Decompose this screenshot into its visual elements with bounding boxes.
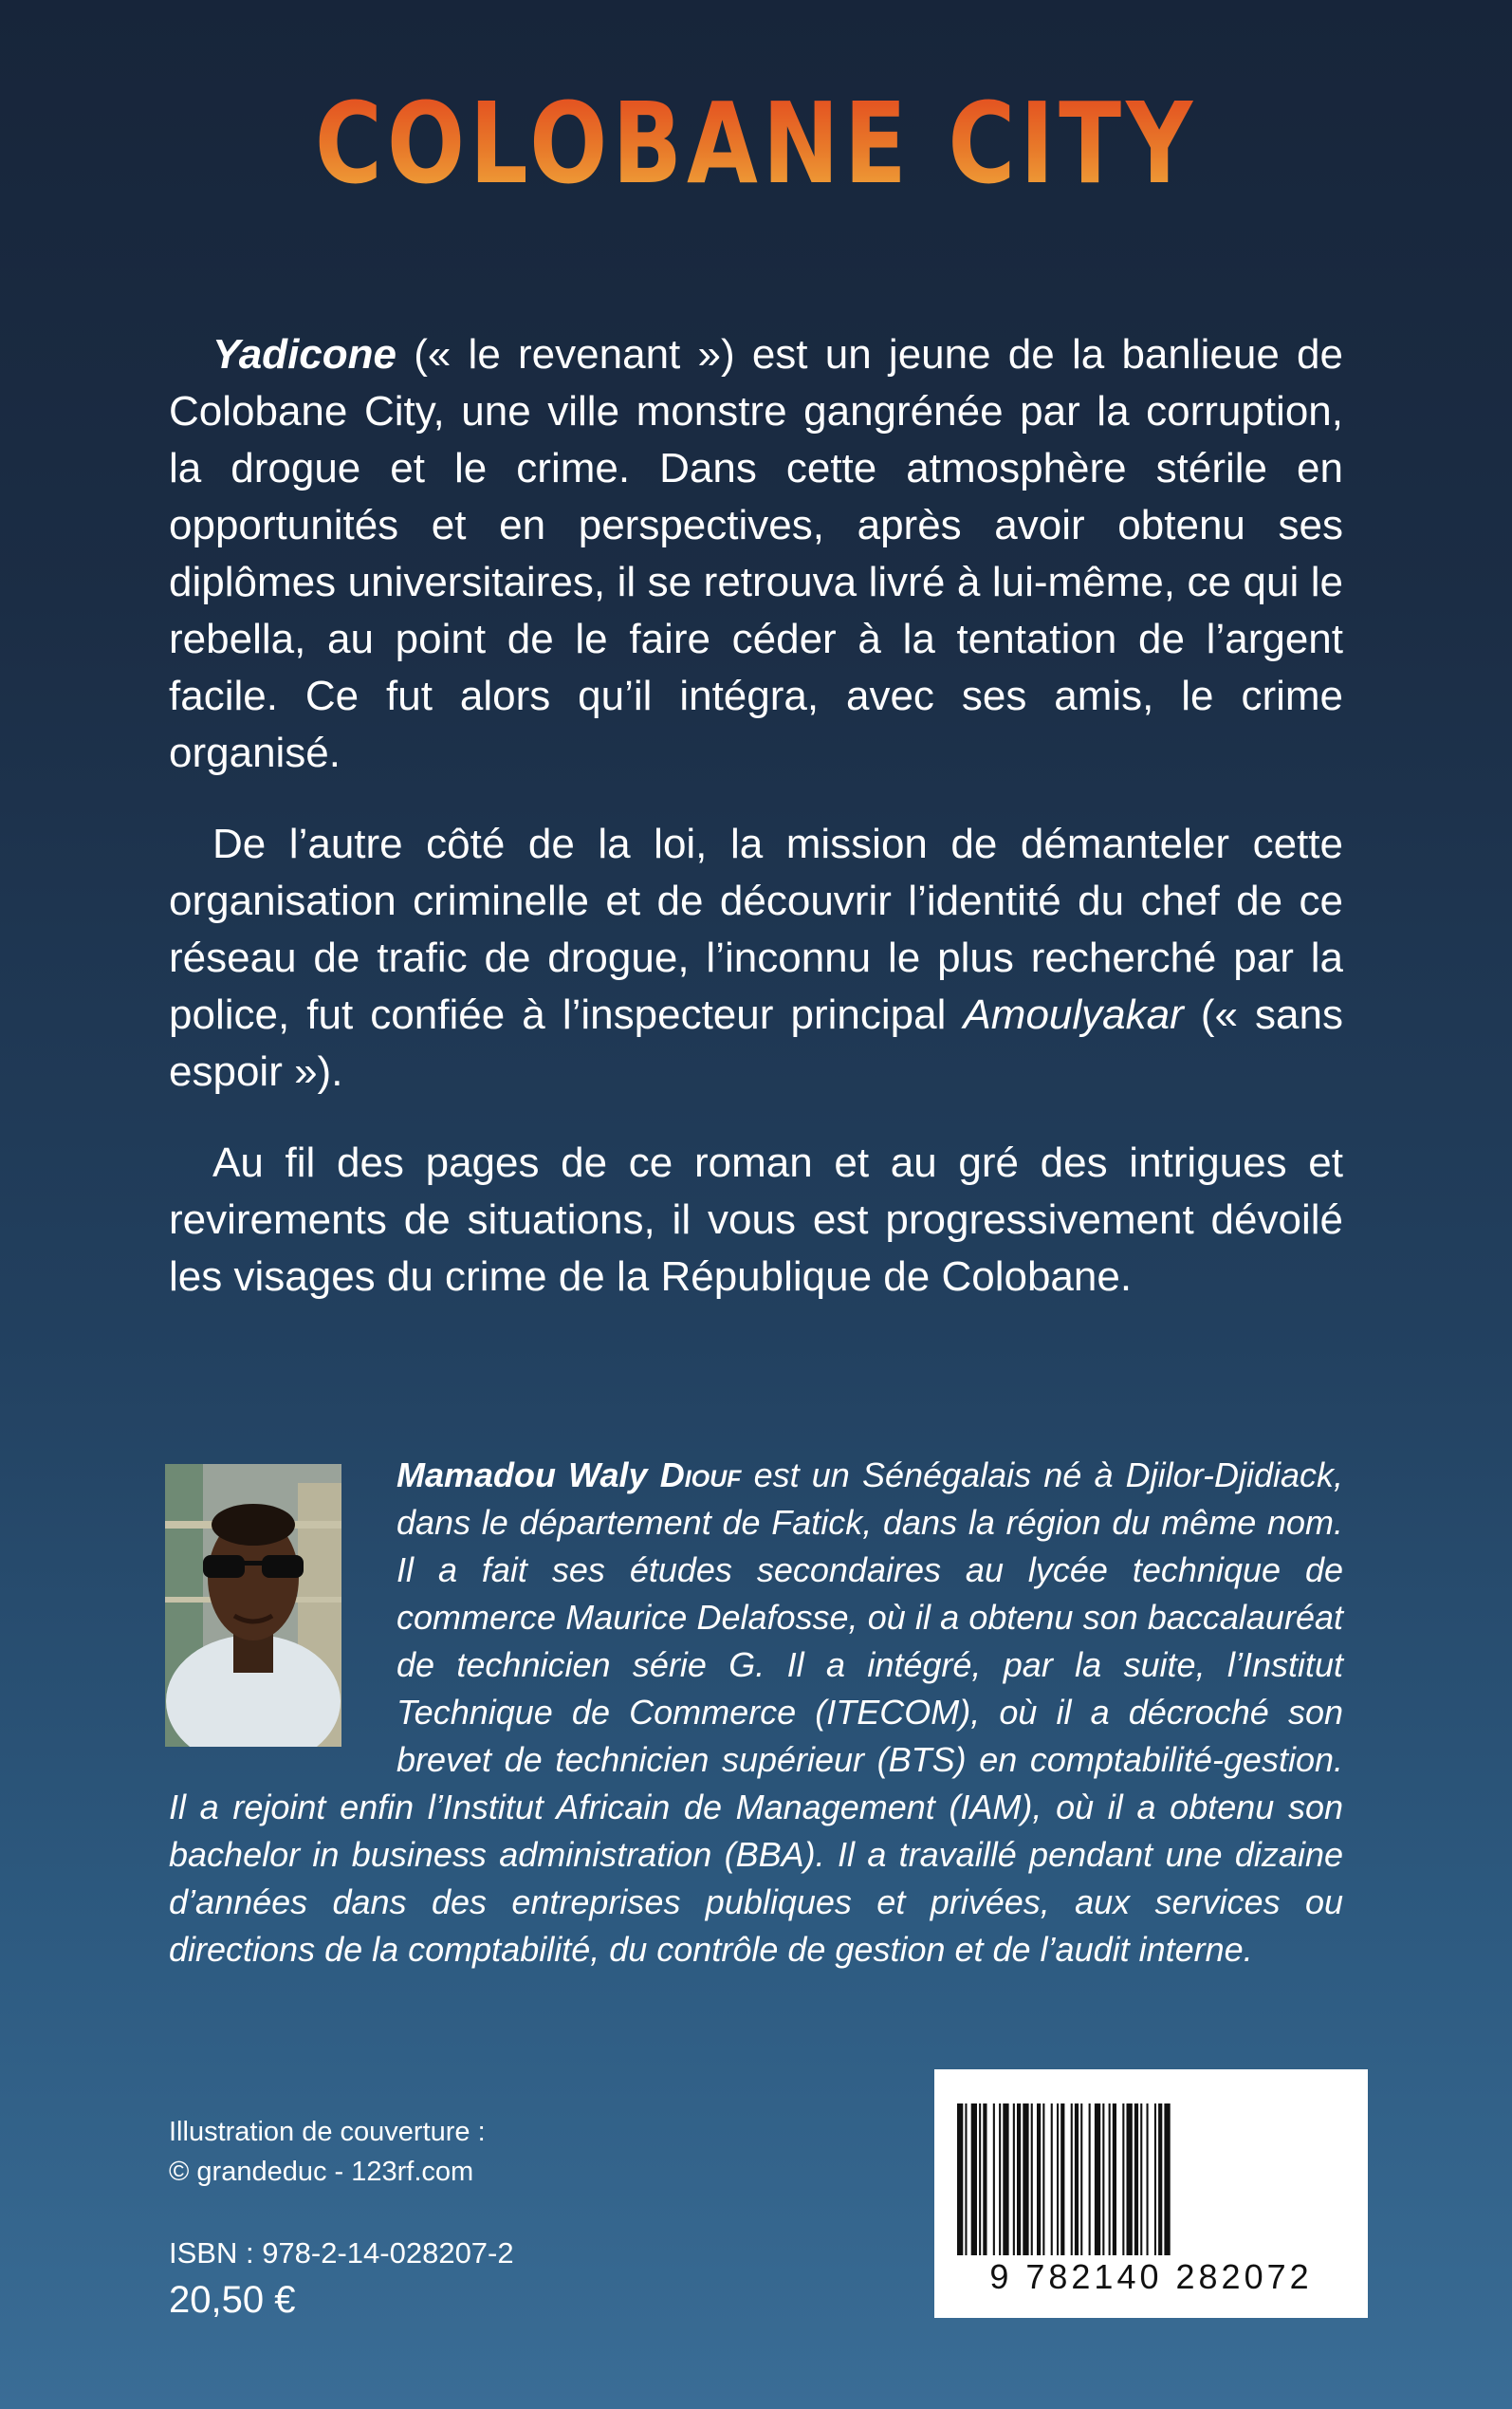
synopsis-paragraph-3: Au fil des pages de ce roman et au gré des intrigues et revirements de situations, il vous est progressivement dévoilé les visages du crime de la République de Colobane. xyxy=(169,1140,1343,1300)
synopsis-paragraph-2 xyxy=(169,816,1343,1101)
credit-line-2: © grandeduc - 123rf.com xyxy=(169,2157,474,2187)
synopsis-p2-start: De l’autre côté de la loi, la mission de démanteler cette organisation criminelle et de découvrir l’identité du chef de ce réseau de trafic de drogue, l’inconnu le plus recherché par la police, fut confiée à l’inspecteur principal xyxy=(169,821,1343,1038)
author-bio xyxy=(169,1452,1343,1974)
author-last-name: Diouf xyxy=(659,1455,742,1494)
book-title: COLOBANE CITY xyxy=(136,87,1375,199)
author-bio-text: est un Sénégalais né à Djilor-Djidiack, dans le département de Fatick, dans la région du même nom. Il a fait ses études secondaires au lycée technique de commerce Maurice Delafosse, où il a obtenu son baccalauréat de technicien série G. Il a intégré, par la suite, l’Institut Technique de Commerce (ITECOM), où il a décroché son brevet de technicien supérieur (BTS) en comptabilité-gestion. Il a rejoint enfin l’Institut Africain de Management (IAM), où il a obtenu son bachelor in business administration (BBA). Il a travaillé pendant une dizaine d’années dans des entreprises publiques et privées, aux services ou directions de la comptabilité, du contrôle de gestion et de l’audit interne. xyxy=(169,1455,1344,1969)
barcode-bars xyxy=(953,2103,1349,2255)
photo-spacer xyxy=(169,1452,396,1779)
character-name-yadicone: Yadicone xyxy=(212,331,396,378)
cover-credits xyxy=(169,2112,486,2192)
author-first-name: Mamadou Waly xyxy=(396,1455,660,1494)
credit-line-1: Illustration de couverture : xyxy=(169,2117,486,2147)
synopsis xyxy=(169,326,1343,1340)
barcode-digits: 9 782140 282072 xyxy=(989,2257,1313,2296)
synopsis-p2-end: (« sans espoir »). xyxy=(169,991,1343,1095)
character-name-amoulyakar: Amoulyakar xyxy=(963,991,1184,1038)
isbn: ISBN : 978-2-14-028207-2 xyxy=(169,2236,514,2270)
barcode xyxy=(934,2069,1368,2318)
price: 20,50 € xyxy=(169,2279,296,2321)
synopsis-p1-text: (« le revenant ») est un jeune de la banlieue de Colobane City, une ville monstre gangrénée par la corruption, la drogue et le crime. Dans cette atmosphère stérile en opportunités et en perspectives, après avoir obtenu ses diplômes universitaires, il se retrouva livré à lui-même, ce qui le rebella, au point de le faire céder à la tentation de l’argent facile. Ce fut alors qu’il intégra, avec ses amis, le crime organisé. xyxy=(169,331,1343,776)
synopsis-paragraph-1 xyxy=(169,326,1343,782)
